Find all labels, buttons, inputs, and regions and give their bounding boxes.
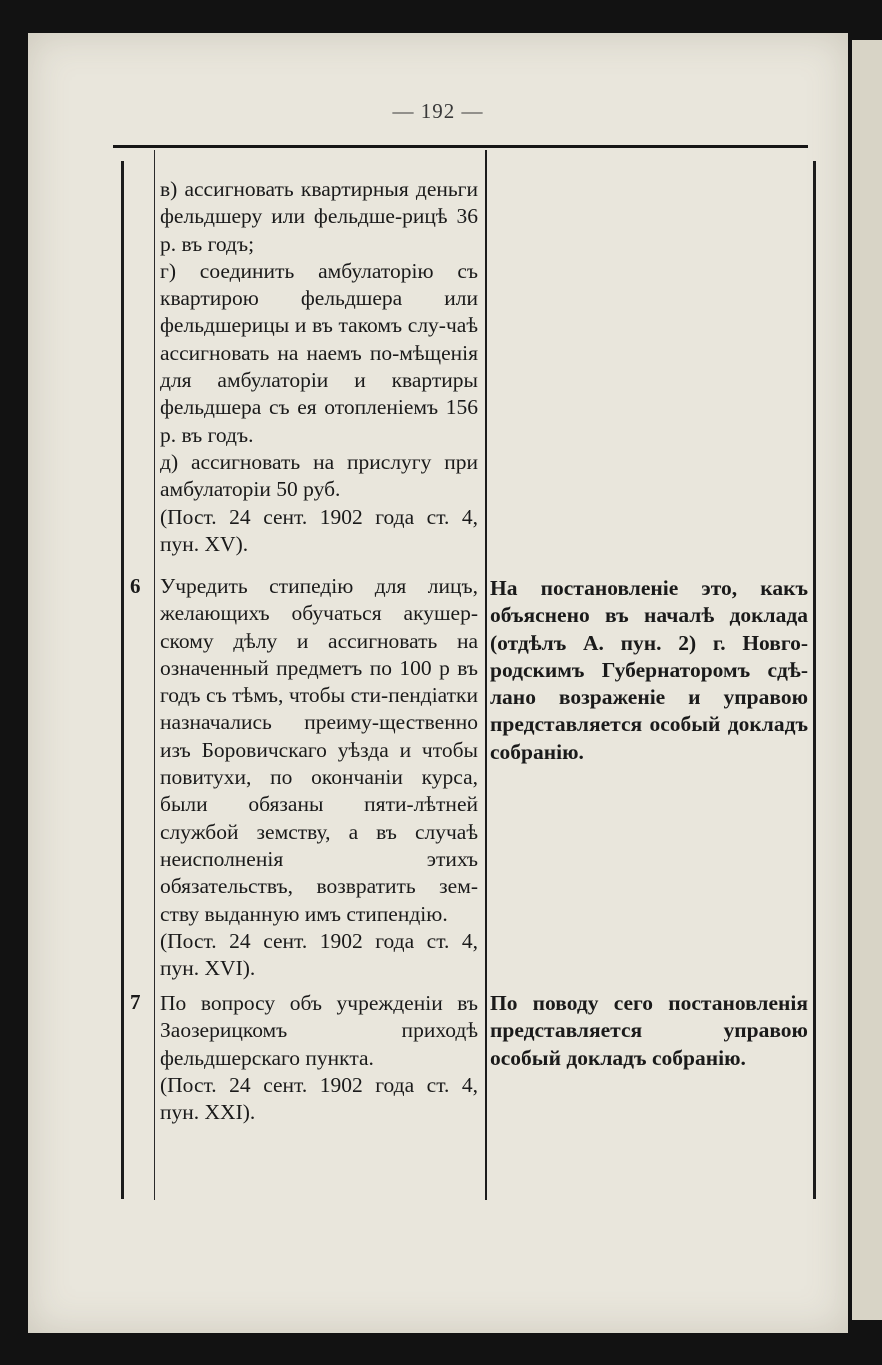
table-left-border bbox=[121, 161, 124, 1199]
row-number-6: 6 bbox=[130, 574, 141, 598]
row-6-resolution-text: Учредить стипедію для лицъ, желающихъ обучаться акушер-скому дѣлу и ассигновать на означенный предметъ по 100 р въ годъ съ тѣмъ, чтобы сти-пендіатки назначались преиму-щественно изъ Боровичскаго уѣзда и чтобы повитухи, по окончаніи курса, были обязаны пяти-лѣтней службой земству, а въ случаѣ неисполненія этихъ обязательствъ, возвратить зем-ству выданную имъ стипендію. (Пост. 24 сент. 1902 года ст. 4, пун. XVI). bbox=[160, 574, 478, 981]
table-top-rule bbox=[113, 145, 808, 148]
document-page bbox=[28, 33, 848, 1333]
adjacent-page-edge bbox=[852, 40, 882, 1320]
row-7-reply-text: По поводу сего постановленія представляется управою особый докладъ собранію. bbox=[490, 991, 808, 1070]
row-number-7: 7 bbox=[130, 990, 141, 1014]
row-7-resolution-text: По вопросу объ учрежденіи въ Заозерицкомъ приходѣ фельдшерскаго пункта. (Пост. 24 сент. 1902 года ст. 4, пун. XXI). bbox=[160, 991, 478, 1125]
row-6-reply-text: На постановленіе это, какъ объяснено въ началѣ доклада (отдѣлъ А. пун. 2) г. Новго-родскимъ Губернаторомъ сдѣ-лано возраженіе и управою представляется особый докладъ собранію. bbox=[490, 576, 808, 764]
middle-column-divider bbox=[485, 150, 487, 1200]
page-number: — 192 — bbox=[392, 99, 484, 123]
table-right-border bbox=[813, 161, 816, 1199]
table-row-continuation-text: в) ассигновать квартирныя деньги фельдшеру или фельдше-рицѣ 36 р. въ годъ; г) соединить амбулаторію съ квартирою фельдшера или фельдшерицы и въ такомъ слу-чаѣ ассигновать на наемъ по-мѣщенія для амбулаторіи и квартиры фельдшера съ ея отопленіемъ 156 р. въ годъ. д) ассигновать на прислугу при амбулаторіи 50 руб. (Пост. 24 сент. 1902 года ст. 4, пун. XV). bbox=[160, 177, 478, 556]
number-column-divider bbox=[154, 150, 155, 1200]
